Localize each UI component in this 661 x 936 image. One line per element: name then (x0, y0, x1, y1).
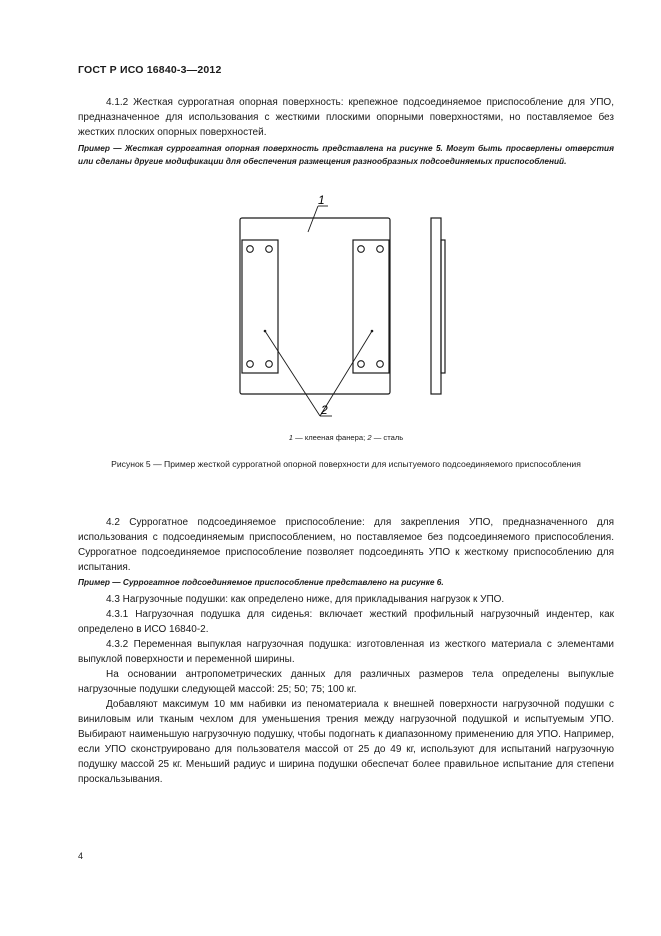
callout-2: 2 (321, 403, 328, 417)
section-4-1-2: 4.1.2 Жесткая суррогатная опорная поверхность: крепежное подсоединяемое приспособление для УПО, предназначенное для использования с жесткими плоскими опорными поверхностями, но поставляемое без жестких плоских опорных поверхностей. (78, 97, 614, 138)
plywood-board (240, 218, 390, 394)
legend-1-text: — клееная фанера; (295, 433, 366, 442)
legend-2-number: 2 (367, 433, 372, 442)
section-4-3: 4.3 Нагрузочные подушки: как определено ниже, для прикладывания нагрузок к УПО. (106, 594, 505, 605)
figure-caption: Рисунок 5 — Пример жесткой суррогатной опорной поверхности для испытуемого подсоединяемого приспособления (111, 459, 581, 469)
mounting-hole (247, 246, 254, 253)
side-view-steel (441, 240, 445, 373)
page-number: 4 (78, 851, 84, 861)
example-note-2: Пример — Суррогатное подсоединяемое приспособление представлено на рисунке 6. (78, 577, 444, 587)
legend-1-number: 1 (288, 433, 294, 442)
example-note-1: Пример — Жесткая суррогатная опорная поверхность представлена на рисунке 5. Могут быть просверлены отверстия или сделаны другие модификации для обеспечения размещения разнообразных подсоединяемых приспособлений. (78, 143, 614, 166)
paragraph-padding: Добавляют максимум 10 мм набивки из пеноматериала к внешней поверхности нагрузочной подушки с виниловым или тканым чехлом для уменьшения трения между нагрузочной подушкой и испытуемым УПО. Выбирают наименьшую нагрузочную подушку, чтобы подогнать к диапазонному применению для УПО. Например, если УПО сконструировано для пользователя массой от 25 до 49 кг, используют для испытаний нагрузочную подушку массой 25 кг. Меньший радиус и ширина подушки обеспечат более правильное испытание для степени проскальзывания. (78, 699, 614, 785)
mounting-hole (266, 361, 273, 368)
leader-line-1 (308, 206, 318, 232)
section-4-2: 4.2 Суррогатное подсоединяемое приспособление: для закрепления УПО, предназначенного для использования с подсоединяемым приспособлением, но поставляемое без подсоединяемого приспособления. Суррогатное подсоединяемое приспособление позволяет подсоединять УПО к жесткому приспособлению для испытания. (78, 517, 614, 573)
section-4-3-2: 4.3.2 Переменная выпуклая нагрузочная подушка: изготовленная из жесткого материала с элементами выпуклой поверхности и переменной ширины. (78, 639, 614, 665)
mounting-hole (358, 246, 365, 253)
callout-1: 1 (318, 193, 325, 207)
mounting-hole (377, 246, 384, 253)
document-header: ГОСТ Р ИСО 16840-3—2012 (78, 64, 222, 76)
paragraph-masses: На основании антропометрических данных для различных размеров тела определены выпуклые нагрузочные подушки следующей массой: 25; 50; 75; 100 кг. (78, 669, 614, 695)
steel-strip-left (242, 240, 278, 373)
side-view-plywood (431, 218, 441, 394)
mounting-hole (358, 361, 365, 368)
mounting-hole (377, 361, 384, 368)
figure-5-drawing (230, 188, 470, 424)
legend-2-text: — сталь (373, 433, 404, 442)
mounting-hole (247, 361, 254, 368)
section-4-3-1: 4.3.1 Нагрузочная подушка для сиденья: включает жесткий профильный нагрузочный индентер, как определено в ИСО 16840-2. (78, 609, 614, 635)
figure-5 (230, 188, 470, 429)
mounting-hole (266, 246, 273, 253)
figure-legend (78, 433, 614, 442)
